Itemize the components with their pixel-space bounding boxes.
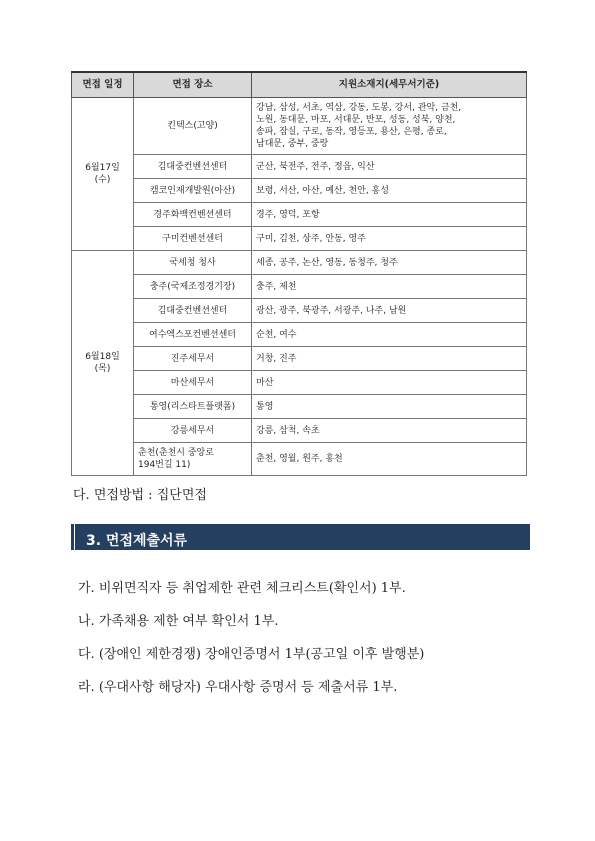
region-cell: 군산, 북전주, 전주, 정읍, 익산 [252, 155, 527, 179]
header-place: 면접 장소 [134, 72, 252, 98]
region-cell: 마산 [252, 371, 527, 395]
table-row [72, 419, 527, 443]
interview-method-line: 다. 면접방법 : 집단면접 [73, 488, 207, 503]
place-cell: 캠코인재개발원(아산) [134, 179, 252, 203]
place-cell: 강릉세무서 [134, 419, 252, 443]
doc-item: 가. 비위면직자 등 취업제한 관련 체크리스트(확인서) 1부. [78, 581, 406, 596]
place-cell: 김대중컨벤션센터 [134, 299, 252, 323]
table-row [72, 98, 527, 155]
place-cell: 충주(국제조정경기장) [134, 275, 252, 299]
place-cell: 진주세무서 [134, 347, 252, 371]
place-cell: 김대중컨벤션센터 [134, 155, 252, 179]
table-row [72, 227, 527, 251]
table-row [72, 179, 527, 203]
doc-item: 다. (장애인 제한경쟁) 장애인증명서 1부(공고일 이후 발행분) [78, 647, 425, 662]
date-cell-0618: 6월18일 (목) [72, 251, 134, 476]
place-cell: 경주화백컨벤션센터 [134, 203, 252, 227]
region-cell: 광산, 광주, 북광주, 서광주, 나주, 남원 [252, 299, 527, 323]
region-cell: 거창, 진주 [252, 347, 527, 371]
place-cell: 춘천(춘천시 중앙로 194번길 11) [134, 443, 252, 476]
table-row [72, 275, 527, 299]
table-row [72, 323, 527, 347]
region-cell: 강릉, 삼척, 속초 [252, 419, 527, 443]
table-row [72, 251, 527, 275]
place-cell: 통영(리스타트플랫폼) [134, 395, 252, 419]
table-row [72, 347, 527, 371]
region-cell: 세종, 공주, 논산, 영동, 동청주, 청주 [252, 251, 527, 275]
doc-item: 나. 가족채용 제한 여부 확인서 1부. [78, 614, 279, 629]
region-cell: 강남, 삼성, 서초, 역삼, 강동, 도봉, 강서, 관악, 금천, 노원, 동대문, 마포, 서대문, 반포, 성동, 성북, 양천, 송파, 잠실, 구로, 동작, 영등포, 용산, 은평, 종로, 남대문, 중부, 중랑 [252, 98, 527, 155]
place-cell: 여수엑스포컨벤션센터 [134, 323, 252, 347]
table-row [72, 203, 527, 227]
date-cell-0617: 6월17일 (수) [72, 98, 134, 251]
region-cell: 춘천, 영월, 원주, 홍천 [252, 443, 527, 476]
table-row [72, 299, 527, 323]
doc-item: 라. (우대사항 해당자) 우대사항 증명서 등 제출서류 1부. [78, 680, 398, 695]
section-title: 3. 면접제출서류 [86, 533, 188, 549]
interview-schedule-table [71, 71, 527, 476]
place-cell: 킨텍스(고양) [134, 98, 252, 155]
table-row [72, 155, 527, 179]
region-cell: 경주, 영덕, 포항 [252, 203, 527, 227]
table-row [72, 443, 527, 476]
place-cell: 구미컨벤션센터 [134, 227, 252, 251]
table-row [72, 371, 527, 395]
header-date: 면접 일정 [72, 72, 134, 98]
region-cell: 통영 [252, 395, 527, 419]
place-cell: 국세청 청사 [134, 251, 252, 275]
header-region: 지원소재지(세무서기준) [252, 72, 527, 98]
table-header-row [72, 72, 527, 98]
region-cell: 충주, 제천 [252, 275, 527, 299]
table-row [72, 395, 527, 419]
place-cell: 마산세무서 [134, 371, 252, 395]
region-cell: 구미, 김천, 상주, 안동, 영주 [252, 227, 527, 251]
region-cell: 보령, 서산, 아산, 예산, 천안, 홍성 [252, 179, 527, 203]
region-cell: 순천, 여수 [252, 323, 527, 347]
